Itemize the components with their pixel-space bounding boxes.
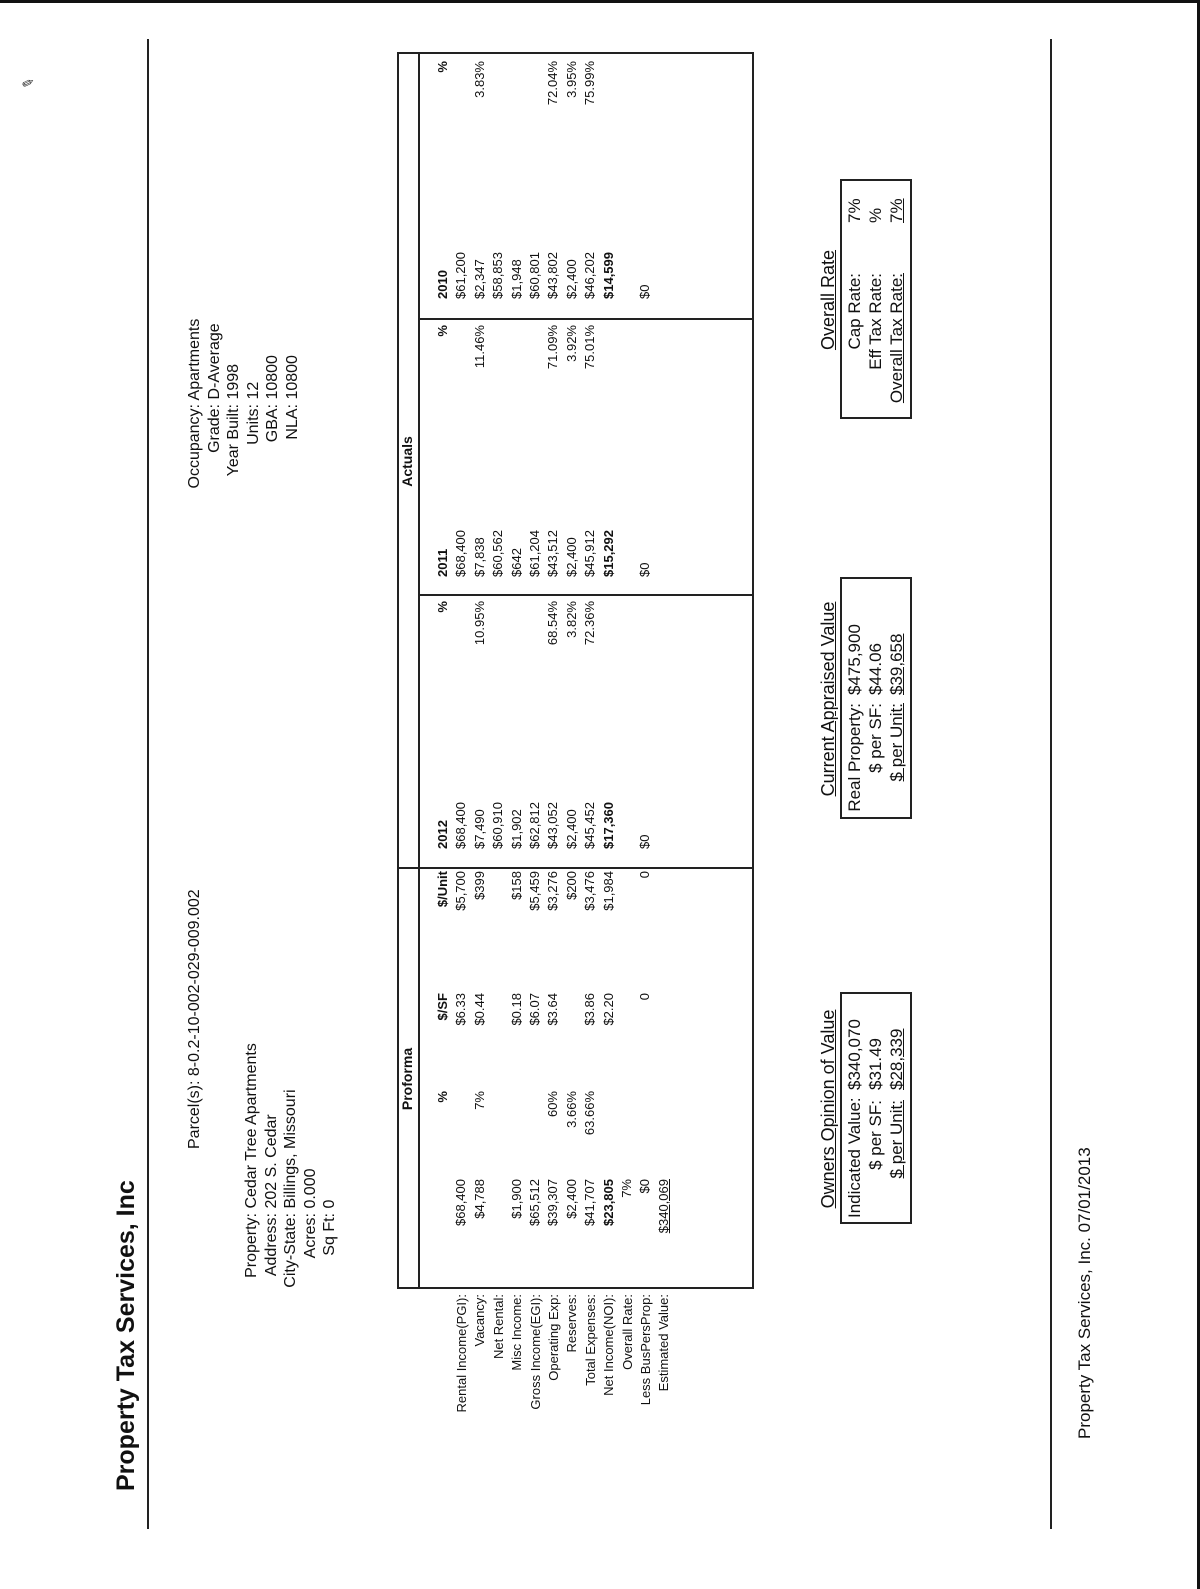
table-cell: $0.44 <box>471 993 487 1026</box>
occupancy-row: Occupancy: Apartments <box>186 318 203 489</box>
row-label: Misc Income: <box>509 1294 525 1371</box>
table-cell: $399 <box>471 871 487 900</box>
table-cell: $1,984 <box>600 871 616 911</box>
table-cell: $46,202 <box>582 252 598 299</box>
column-header <box>434 1179 452 1289</box>
table-cell: 75.01% <box>582 325 598 370</box>
row-label: Gross Income(EGI): <box>527 1294 543 1410</box>
table-cell: $17,360 <box>600 802 616 849</box>
table-cell: 11.46% <box>471 325 487 369</box>
table-cell: 63.66% <box>582 1091 598 1136</box>
table-cell <box>636 1091 654 1179</box>
row-label: Less BusPersProp: <box>638 1294 654 1406</box>
table-cell <box>563 993 581 1091</box>
table-cell: 0 <box>637 871 653 879</box>
table-cell: $4,788 <box>471 1179 487 1219</box>
title-underline <box>147 39 149 1529</box>
column-header: 2011 <box>435 548 450 577</box>
scan-edge-top <box>0 0 1200 3</box>
table-cell <box>508 325 526 467</box>
table-cell: $15,292 <box>600 530 616 577</box>
table-header-rule <box>418 54 420 1289</box>
parcel-line: Parcel(s): 8-0.2-10-002-029-009.002 <box>186 889 203 1149</box>
table-cell <box>655 1091 673 1179</box>
table-cell: 7% <box>618 1179 634 1198</box>
table-column <box>434 1179 673 1289</box>
city-state-row: City-State: Billings, Missouri <box>282 1089 299 1288</box>
owners-opinion-box <box>840 992 912 1224</box>
row-label: Overall Rate: <box>619 1294 635 1370</box>
column-header: % <box>435 1091 450 1103</box>
table-column <box>434 61 673 189</box>
table-cell: $2.20 <box>600 993 616 1026</box>
proforma-divider <box>397 867 752 869</box>
table-cell: $60,910 <box>490 802 506 849</box>
table-cell: 3.83% <box>471 61 487 98</box>
property-row: Property: Cedar Tree Apartments <box>243 1043 260 1278</box>
footer-text: Property Tax Services, Inc. 07/01/2013 <box>1075 1147 1094 1439</box>
current-appraised-values: $475,900 $44.06 $39,658 <box>845 624 906 695</box>
table-cell: $0 <box>637 562 653 577</box>
table-cell: $58,853 <box>490 252 506 299</box>
gba-row: GBA: 10800 <box>264 355 281 443</box>
column-header: % <box>435 61 450 73</box>
current-appraised-title: Current Appraised Value <box>818 601 838 797</box>
table-cell <box>655 189 673 299</box>
table-column <box>434 467 673 577</box>
table-cell: 3.66% <box>563 1091 579 1128</box>
row-label: Operating Exp: <box>546 1294 562 1381</box>
owners-opinion-title: Owners Opinion of Value <box>818 1009 838 1209</box>
table-cell <box>655 739 673 849</box>
table-cell: $5,459 <box>526 871 542 911</box>
table-cell <box>600 601 618 739</box>
year2011-divider <box>418 318 752 320</box>
table-cell <box>489 1091 507 1179</box>
table-cell: $68,400 <box>453 530 469 577</box>
table-row-labels <box>453 1294 674 1439</box>
table-cell: $60,562 <box>490 530 506 577</box>
table-cell <box>636 325 654 467</box>
table-cell <box>452 325 470 467</box>
table-cell <box>508 1091 526 1179</box>
current-appraised-labels: Real Property: $ per SF: $ per Unit: <box>845 703 906 812</box>
table-column <box>434 189 673 299</box>
table-cell <box>618 871 636 993</box>
table-column <box>434 993 673 1091</box>
table-column <box>434 1091 673 1179</box>
scan-scribble-mark: ✎ <box>18 74 38 92</box>
sqft-row: Sq Ft: 0 <box>321 1199 338 1256</box>
table-cell: $41,707 <box>582 1179 598 1226</box>
table-cell <box>618 467 636 577</box>
table-cell: $45,912 <box>582 530 598 577</box>
table-cell <box>508 601 526 739</box>
table-cell: $43,802 <box>545 252 561 299</box>
table-cell <box>526 601 544 739</box>
units-row: Units: 12 <box>244 381 262 445</box>
table-cell: $62,812 <box>526 802 542 849</box>
building-info <box>185 319 302 494</box>
table-cell: 75.99% <box>582 61 598 106</box>
table-cell: $2,400 <box>563 259 579 299</box>
table-cell: 71.09% <box>545 325 561 370</box>
table-cell: $0.18 <box>508 993 524 1026</box>
table-cell: $23,805 <box>600 1179 616 1226</box>
table-cell <box>489 993 507 1091</box>
table-column <box>434 871 673 993</box>
table-cell <box>526 325 544 467</box>
nla-row: NLA: 10800 <box>283 355 301 440</box>
table-cell <box>618 601 636 739</box>
table-cell <box>655 467 673 577</box>
table-cell: 72.04% <box>545 61 561 106</box>
table-cell <box>452 61 470 189</box>
table-cell: $2,400 <box>563 1179 579 1219</box>
table-cell: $2,400 <box>563 537 579 577</box>
table-cell <box>655 993 673 1091</box>
table-cell: $2,400 <box>563 809 579 849</box>
table-cell: $3,276 <box>545 871 561 911</box>
overall-rate-labels: Cap Rate: Eff Tax Rate: Overall Tax Rate: <box>845 273 906 404</box>
table-cell <box>655 601 673 739</box>
table-cell: $60,801 <box>526 252 542 299</box>
table-cell <box>618 189 636 299</box>
table-cell <box>489 61 507 189</box>
table-cell: $3.86 <box>582 993 598 1026</box>
table-cell: $61,200 <box>453 252 469 299</box>
table-cell: $340,069 <box>655 1179 671 1234</box>
proforma-header: Proforma <box>399 1047 415 1111</box>
table-column <box>434 739 673 849</box>
table-cell: 72.36% <box>582 601 598 646</box>
table-cell: $0 <box>637 1179 653 1194</box>
table-cell <box>489 325 507 467</box>
table-cell: 68.54% <box>545 601 561 646</box>
table-cell: $3.64 <box>545 993 561 1026</box>
table-cell: $68,400 <box>453 802 469 849</box>
column-header: 2010 <box>435 270 450 299</box>
year2012-divider <box>418 594 752 596</box>
table-cell: 10.95% <box>471 601 487 646</box>
table-cell <box>618 61 636 189</box>
overall-rate-title: Overall Rate <box>818 249 838 351</box>
owners-opinion-labels: Indicated Value: $ per SF: $ per Unit: <box>845 1097 906 1218</box>
row-label: Reserves: <box>564 1294 580 1353</box>
table-cell <box>655 871 673 993</box>
table-cell: $61,204 <box>526 530 542 577</box>
table-cell: $39,307 <box>545 1179 561 1226</box>
row-label: Total Expenses: <box>582 1294 598 1386</box>
table-cell: $7,838 <box>471 537 487 577</box>
table-cell <box>600 61 618 189</box>
column-header: % <box>435 325 450 337</box>
table-cell: $642 <box>508 548 524 577</box>
table-cell: 0 <box>637 993 653 1001</box>
table-cell: $68,400 <box>453 1179 469 1226</box>
table-cell: $1,900 <box>508 1179 524 1219</box>
row-label: Net Income(NOI): <box>601 1294 617 1396</box>
table-cell: $6.07 <box>526 993 542 1026</box>
table-cell: $45,452 <box>582 802 598 849</box>
table-cell <box>489 871 507 993</box>
table-cell: $43,512 <box>545 530 561 577</box>
table-cell <box>452 1091 470 1179</box>
table-cell <box>452 601 470 739</box>
column-header: $/Unit <box>435 871 450 908</box>
table-cell: 3.82% <box>563 601 579 638</box>
row-label: Vacancy: <box>472 1294 488 1347</box>
table-cell: 7% <box>471 1091 487 1110</box>
company-title: Property Tax Services, Inc <box>112 1180 140 1491</box>
table-column <box>434 601 673 739</box>
table-cell: $0 <box>637 284 653 299</box>
table-cell <box>508 61 526 189</box>
table-cell: $7,490 <box>471 809 487 849</box>
table-cell: 3.95% <box>563 61 579 98</box>
current-appraised-box <box>840 577 912 819</box>
table-cell <box>489 1179 507 1289</box>
table-cell: $65,512 <box>526 1179 542 1226</box>
table-cell <box>636 601 654 739</box>
row-label: Rental Income(PGI): <box>454 1294 469 1413</box>
column-header: $/SF <box>435 993 450 1021</box>
table-cell: $158 <box>508 871 524 900</box>
table-cell: $200 <box>563 871 579 900</box>
table-cell: $6.33 <box>453 993 469 1026</box>
table-cell <box>618 739 636 849</box>
table-cell <box>655 61 673 189</box>
owners-opinion-values: $340,070 $31.49 $28,339 <box>845 1019 906 1090</box>
table-cell: $2,347 <box>471 259 487 299</box>
acres-row: Acres: 0.000 <box>301 1168 319 1259</box>
overall-rate-values: 7% % 7% <box>845 198 906 223</box>
table-column <box>434 325 673 467</box>
address-row: Address: 202 S. Cedar <box>262 1114 280 1277</box>
table-cell <box>600 325 618 467</box>
table-cell <box>526 61 544 189</box>
table-cell: $0 <box>637 834 653 849</box>
column-header: 2012 <box>435 820 450 849</box>
row-label: Net Rental: <box>490 1294 506 1360</box>
table-cell: 3.92% <box>563 325 579 362</box>
table-cell <box>489 601 507 739</box>
overall-rate-box <box>840 179 912 419</box>
table-cell: $5,700 <box>453 871 469 911</box>
actuals-header: Actuals <box>399 436 415 487</box>
footer-rule <box>1050 39 1052 1529</box>
table-cell: $14,599 <box>600 252 616 299</box>
table-cell <box>526 1091 544 1179</box>
table-cell <box>618 993 636 1091</box>
table-cell: 60% <box>545 1091 561 1118</box>
table-cell <box>618 1091 636 1179</box>
year-built-row: Year Built: 1998 <box>225 363 242 477</box>
table-cell: $3,476 <box>582 871 598 911</box>
table-cell <box>636 61 654 189</box>
table-cell: $1,902 <box>508 809 524 849</box>
grade-row: Grade: D-Average <box>205 323 223 453</box>
table-cell: $1,948 <box>508 259 524 299</box>
table-cell <box>600 1091 618 1179</box>
table-cell <box>655 325 673 467</box>
row-label: Estimated Value: <box>656 1294 672 1392</box>
table-cell <box>618 325 636 467</box>
column-header: % <box>435 601 450 613</box>
table-cell: $43,052 <box>545 802 561 849</box>
property-info <box>242 1043 340 1309</box>
